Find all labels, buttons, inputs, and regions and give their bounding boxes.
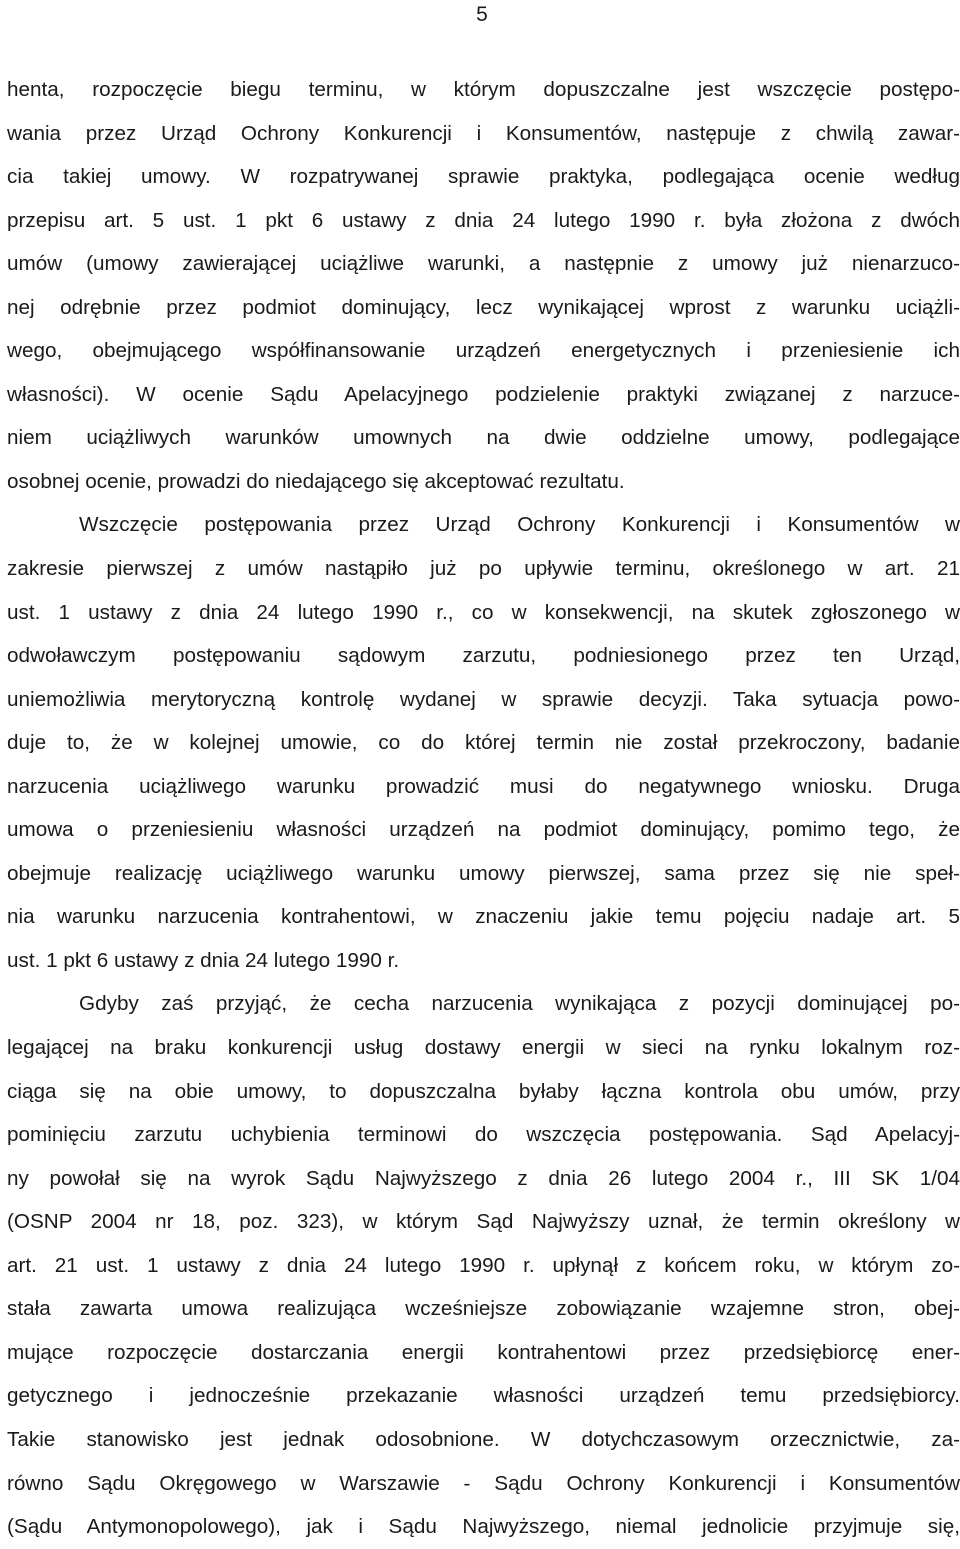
text-line: obejmuje realizację uciążliwego warunku umowy pierwszej, sama przez się nie speł- xyxy=(7,861,960,885)
text-line: ust. 1 ustawy z dnia 24 lutego 1990 r., co w konsekwencji, na skutek zgłoszonego w xyxy=(7,600,960,624)
paragraph-first-line: Gdyby zaś przyjąć, że cecha narzucenia wynikająca z pozycji dominującej po- xyxy=(79,992,960,1016)
text-line: ciąga się na obie umowy, to dopuszczalna byłaby łączna kontrola obu umów, przy xyxy=(7,1079,960,1103)
text-line: pominięciu zarzutu uchybienia terminowi do wszczęcia postępowania. Sąd Apelacyj- xyxy=(7,1123,960,1147)
page-number: 5 xyxy=(476,3,488,26)
text-line: (Sądu Antymonopolowego), jak i Sądu Najwyższego, niemal jednolicie przyjmuje się, xyxy=(7,1515,960,1539)
text-line: własności). W ocenie Sądu Apelacyjnego podzielenie praktyki związanej z narzuce- xyxy=(7,382,960,406)
text-line: henta, rozpoczęcie biegu terminu, w którym dopuszczalne jest wszczęcie postępo- xyxy=(7,78,960,101)
text-line: wania przez Urząd Ochrony Konkurencji i Konsumentów, następuje z chwilą zawar- xyxy=(7,121,960,145)
text-line: wego, obejmującego współfinansowanie urządzeń energetycznych i przeniesienie ich xyxy=(7,339,960,363)
text-line: umowa o przeniesieniu własności urządzeń na podmiot dominujący, pomimo tego, że xyxy=(7,818,960,842)
text-line: równo Sądu Okręgowego w Warszawie - Sądu Ochrony Konkurencji i Konsumentów xyxy=(7,1471,960,1495)
text-line: legającej na braku konkurencji usług dostawy energii w sieci na rynku lokalnym roz- xyxy=(7,1036,960,1060)
text-line: umów (umowy zawierającej uciążliwe warunki, a następnie z umowy już nienarzuco- xyxy=(7,252,960,276)
text-line: mujące rozpoczęcie dostarczania energii kontrahentowi przez przedsiębiorcę ener- xyxy=(7,1340,960,1364)
paragraph-first-line: Wszczęcie postępowania przez Urząd Ochrony Konkurencji i Konsumentów w xyxy=(79,513,960,537)
text-line: (OSNP 2004 nr 18, poz. 323), w którym Sąd Najwyższy uznał, że termin określony w xyxy=(7,1210,960,1234)
text-line: narzucenia uciążliwego warunku prowadzić musi do negatywnego wniosku. Druga xyxy=(7,774,960,798)
text-line: getycznego i jednocześnie przekazanie własności urządzeń temu przedsiębiorcy. xyxy=(7,1384,960,1408)
text-line: ny powołał się na wyrok Sądu Najwyższego z dnia 26 lutego 2004 r., III SK 1/04 xyxy=(7,1166,960,1190)
text-line: zakresie pierwszej z umów nastąpiło już po upływie terminu, określonego w art. 21 xyxy=(7,557,960,581)
text-line: nia warunku narzucenia kontrahentowi, w znaczeniu jakie temu pojęciu nadaje art. 5 xyxy=(7,905,960,929)
text-line: cia takiej umowy. W rozpatrywanej sprawie praktyka, podlegająca ocenie według xyxy=(7,165,960,189)
text-line: ust. 1 pkt 6 ustawy z dnia 24 lutego 1990 r. xyxy=(7,948,400,972)
text-line: osobnej ocenie, prowadzi do niedającego się akceptować rezultatu. xyxy=(7,469,625,493)
text-line: stała zawarta umowa realizująca wcześniejsze zobowiązanie wzajemne stron, obej- xyxy=(7,1297,960,1321)
text-line: przepisu art. 5 ust. 1 pkt 6 ustawy z dnia 24 lutego 1990 r. była złożona z dwóch xyxy=(7,208,960,232)
text-line: niem uciążliwych warunków umownych na dwie oddzielne umowy, podlegające xyxy=(7,426,960,450)
text-line: nej odrębnie przez podmiot dominujący, lecz wynikającej wprost z warunku uciążli- xyxy=(7,295,960,319)
text-line: Takie stanowisko jest jednak odosobnione. W dotychczasowym orzecznictwie, za- xyxy=(7,1427,960,1451)
text-line: uniemożliwia merytoryczną kontrolę wydanej w sprawie decyzji. Taka sytuacja powo- xyxy=(7,687,960,711)
text-line: art. 21 ust. 1 ustawy z dnia 24 lutego 1990 r. upłynął z końcem roku, w którym zo- xyxy=(7,1253,960,1277)
text-line: odwoławczym postępowaniu sądowym zarzutu, podniesionego przez ten Urząd, xyxy=(7,644,960,668)
document-body xyxy=(7,68,960,1549)
text-line: duje to, że w kolejnej umowie, co do której termin nie został przekroczony, badanie xyxy=(7,731,960,755)
